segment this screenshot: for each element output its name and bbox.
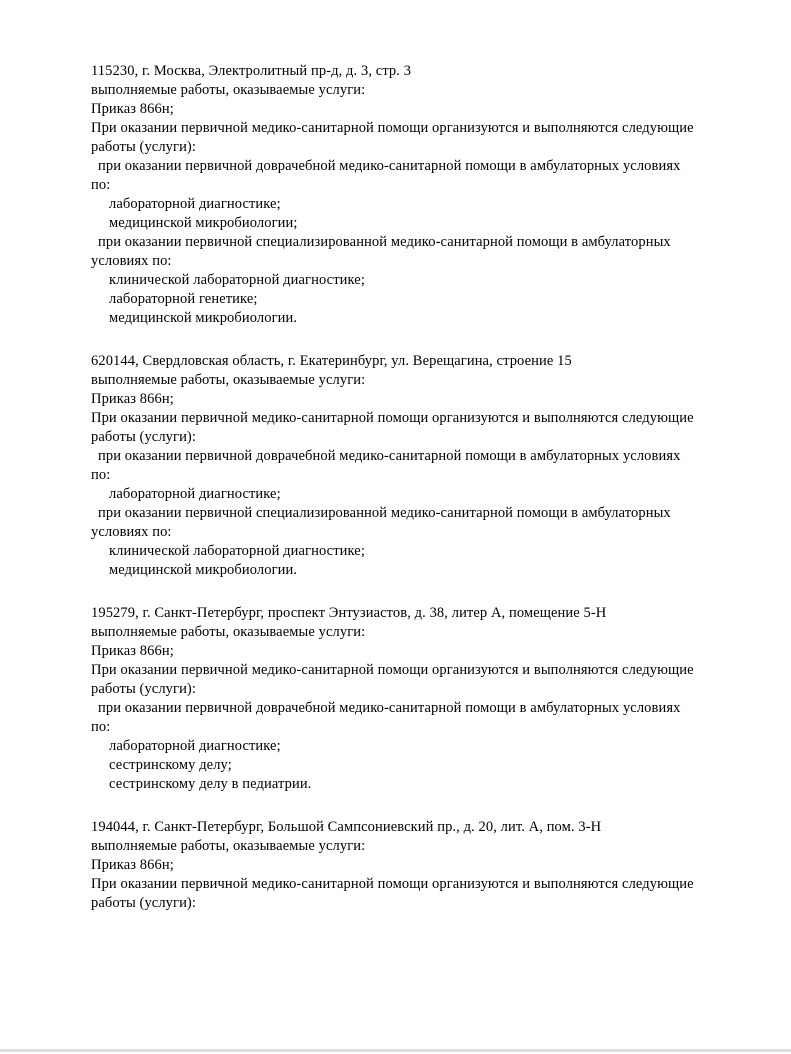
text-line: при оказании первичной доврачебной медико-санитарной помощи в амбулаторных условиях xyxy=(98,448,681,464)
text-line: медицинской микробиологии; xyxy=(109,215,298,231)
text-line: выполняемые работы, оказываемые услуги: xyxy=(91,82,366,98)
text-line: выполняемые работы, оказываемые услуги: xyxy=(91,624,366,640)
text-line: При оказании первичной медико-санитарной помощи организуются и выполняются следующие xyxy=(91,120,694,136)
text-line: при оказании первичной специализированной медико-санитарной помощи в амбулаторных xyxy=(98,234,671,250)
text-line: выполняемые работы, оказываемые услуги: xyxy=(91,372,366,388)
address-line: 194044, г. Санкт-Петербург, Большой Сампсониевский пр., д. 20, лит. А, пом. 3-Н xyxy=(91,819,602,835)
text-line: Приказ 866н; xyxy=(91,857,174,873)
text-line: При оказании первичной медико-санитарной помощи организуются и выполняются следующие xyxy=(91,410,694,426)
text-line: работы (услуги): xyxy=(91,139,196,155)
page-bottom-edge xyxy=(0,1049,791,1052)
text-line: по: xyxy=(91,177,111,193)
text-line: лабораторной диагностике; xyxy=(109,738,281,754)
text-line: лабораторной диагностике; xyxy=(109,196,281,212)
address-block xyxy=(91,62,751,328)
text-line: лабораторной диагностике; xyxy=(109,486,281,502)
text-line: работы (услуги): xyxy=(91,681,196,697)
text-line: при оказании первичной доврачебной медико-санитарной помощи в амбулаторных условиях xyxy=(98,158,681,174)
text-line: сестринскому делу в педиатрии. xyxy=(109,776,312,792)
text-line: работы (услуги): xyxy=(91,895,196,911)
text-line: клинической лабораторной диагностике; xyxy=(109,272,365,288)
address-line: 195279, г. Санкт-Петербург, проспект Энтузиастов, д. 38, литер А, помещение 5-Н xyxy=(91,605,607,621)
address-block xyxy=(91,352,751,580)
address-line: 620144, Свердловская область, г. Екатеринбург, ул. Верещагина, строение 15 xyxy=(91,353,572,369)
license-works-services-document xyxy=(91,62,751,937)
text-line: при оказании первичной специализированной медико-санитарной помощи в амбулаторных xyxy=(98,505,671,521)
text-line: при оказании первичной доврачебной медико-санитарной помощи в амбулаторных условиях xyxy=(98,700,681,716)
text-line: по: xyxy=(91,467,111,483)
text-line: медицинской микробиологии. xyxy=(109,562,298,578)
text-line: сестринскому делу; xyxy=(109,757,232,773)
text-line: Приказ 866н; xyxy=(91,101,174,117)
text-line: по: xyxy=(91,719,111,735)
text-line: выполняемые работы, оказываемые услуги: xyxy=(91,838,366,854)
text-line: При оказании первичной медико-санитарной помощи организуются и выполняются следующие xyxy=(91,876,694,892)
text-line: Приказ 866н; xyxy=(91,643,174,659)
text-line: клинической лабораторной диагностике; xyxy=(109,543,365,559)
text-line: медицинской микробиологии. xyxy=(109,310,298,326)
text-line: лабораторной генетике; xyxy=(109,291,258,307)
address-block xyxy=(91,818,751,913)
text-line: Приказ 866н; xyxy=(91,391,174,407)
text-line: При оказании первичной медико-санитарной помощи организуются и выполняются следующие xyxy=(91,662,694,678)
text-line: условиях по: xyxy=(91,524,172,540)
address-line: 115230, г. Москва, Электролитный пр-д, д. 3, стр. 3 xyxy=(91,63,412,79)
text-line: работы (услуги): xyxy=(91,429,196,445)
text-line: условиях по: xyxy=(91,253,172,269)
address-block xyxy=(91,604,751,794)
